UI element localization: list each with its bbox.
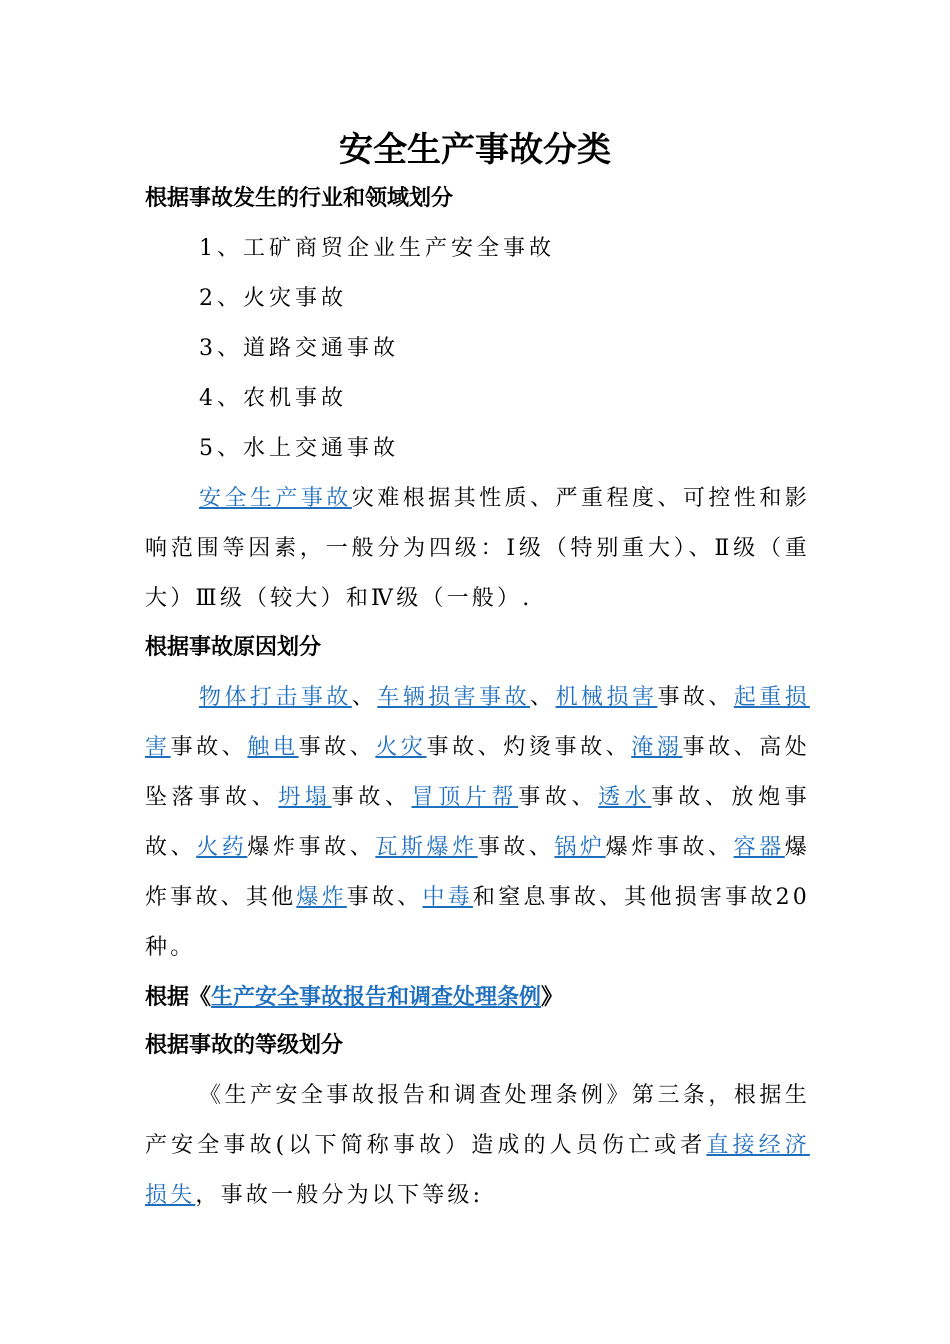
cause-link[interactable]: 触电 (247, 735, 299, 760)
paragraph-level (145, 1071, 810, 1221)
cause-text: 事故、高处坠落事故、 (145, 735, 810, 810)
paragraph-grading (145, 474, 810, 624)
cause-text: 、 (351, 685, 378, 710)
cause-link[interactable]: 淹溺 (631, 735, 683, 760)
list-item: 2、火灾事故 (199, 286, 347, 311)
cause-link[interactable]: 锅炉 (554, 835, 606, 860)
page-title: 安全生产事故分类 (339, 130, 611, 170)
cause-text: 事故、 (657, 685, 734, 710)
link-direct-loss[interactable]: 直接经济损失 (145, 1133, 810, 1208)
heading-cause: 根据事故原因划分 (145, 635, 322, 660)
cause-text: 事故、放炮事故、 (145, 785, 810, 860)
paragraph-tail: ，事故一般分为以下等级: (195, 1183, 484, 1208)
cause-link[interactable]: 容器 (733, 835, 785, 860)
cause-text: 、 (530, 685, 556, 710)
cause-link[interactable]: 车辆损害事故 (377, 685, 531, 710)
list-item: 5、水上交通事故 (199, 436, 399, 461)
list-item: 3、道路交通事故 (199, 336, 399, 361)
heading-regulation (145, 983, 563, 1013)
link-regulation[interactable]: 生产安全事故报告和调查处理条例 (211, 985, 542, 1010)
list-item: 1、工矿商贸企业生产安全事故 (199, 236, 555, 261)
cause-text: 和窒息事故、其他损害事故20种。 (145, 885, 810, 960)
cause-link[interactable]: 机械损害 (555, 685, 658, 710)
list-item: 4、农机事故 (199, 386, 347, 411)
heading-suffix: 》 (541, 985, 564, 1010)
heading-level: 根据事故的等级划分 (145, 1033, 344, 1058)
paragraph-text: 《生产安全事故报告和调查处理条例》第三条，根据生产安全事故(以下简称事故）造成的人员伤亡或者 (145, 1083, 810, 1158)
cause-text: 爆炸事故、其他 (145, 835, 810, 910)
cause-text: 事故、 (477, 835, 555, 860)
cause-text: 爆炸事故、 (605, 835, 734, 860)
cause-link[interactable]: 物体打击事故 (199, 685, 352, 710)
cause-text: 事故、 (170, 735, 248, 760)
cause-text: 事故、 (331, 785, 412, 810)
cause-link[interactable]: 火灾 (375, 735, 427, 760)
cause-link[interactable]: 坍塌 (278, 785, 332, 810)
cause-link[interactable]: 透水 (598, 785, 652, 810)
cause-link[interactable]: 爆炸 (296, 885, 347, 910)
cause-link[interactable]: 起重损害 (145, 685, 810, 760)
paragraph-cause (145, 673, 810, 973)
cause-link[interactable]: 中毒 (422, 885, 473, 910)
cause-text: 事故、灼烫事故、 (426, 735, 632, 760)
cause-text: 事故、 (346, 885, 423, 910)
cause-link[interactable]: 火药 (196, 835, 248, 860)
heading-prefix: 根据《 (145, 985, 212, 1010)
cause-text: 爆炸事故、 (247, 835, 376, 860)
heading-industry: 根据事故发生的行业和领域划分 (145, 186, 454, 211)
cause-text: 事故、 (518, 785, 599, 810)
cause-text: 事故、 (298, 735, 376, 760)
paragraph-text: 灾难根据其性质、严重程度、可控性和影响范围等因素，一般分为四级：Ⅰ级（特别重大）、Ⅱ级（重大）Ⅲ级（较大）和Ⅳ级（一般）. (145, 486, 811, 611)
cause-link[interactable]: 瓦斯爆炸 (375, 835, 478, 860)
cause-link[interactable]: 冒顶片帮 (411, 785, 519, 810)
link-safety-accident[interactable]: 安全生产事故 (199, 486, 352, 511)
